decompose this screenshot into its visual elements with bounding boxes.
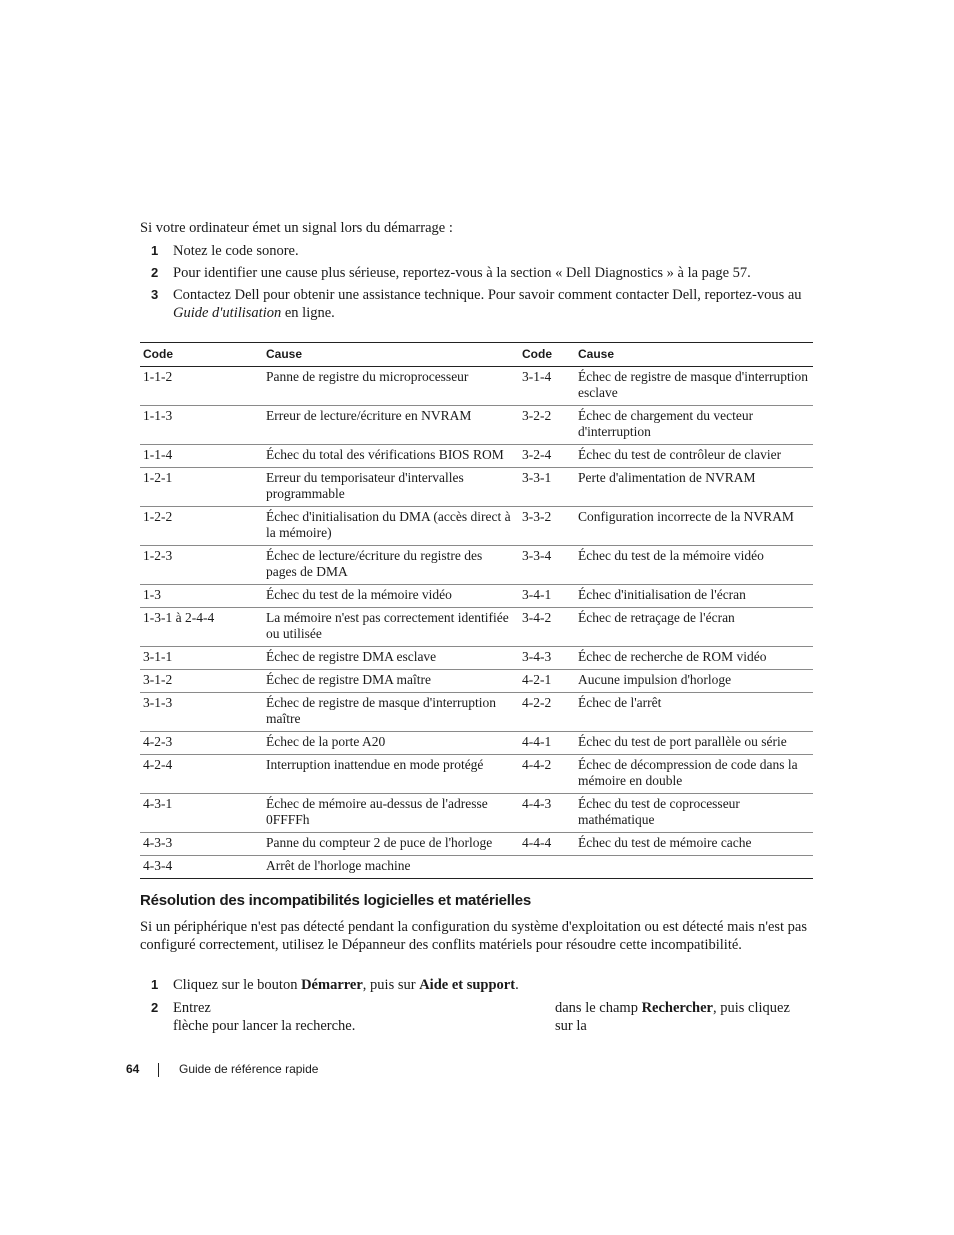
cause-cell: Échec d'initialisation du DMA (accès direct à la mémoire) xyxy=(263,507,519,546)
code-cell: 4-4-3 xyxy=(519,794,575,833)
table-header-row xyxy=(140,343,813,367)
cause-cell: Échec du total des vérifications BIOS ROM xyxy=(263,445,519,468)
intro-text: Si votre ordinateur émet un signal lors du démarrage : xyxy=(140,220,453,236)
table-row xyxy=(140,693,813,732)
code-cell: 3-3-2 xyxy=(519,507,575,546)
table-row xyxy=(140,546,813,585)
search-label: Rechercher xyxy=(641,1000,713,1016)
step-text: Cliquez sur le bouton Démarrer, puis sur Aide et support. xyxy=(173,977,519,993)
section-heading: Résolution des incompatibilités logicielles et matérielles xyxy=(140,892,532,909)
cause-cell: Échec du test de contrôleur de clavier xyxy=(575,445,813,468)
code-cell: 3-1-2 xyxy=(140,670,263,693)
header-cause: Cause xyxy=(575,343,813,367)
footer-divider xyxy=(158,1063,159,1077)
code-cell: 3-1-3 xyxy=(140,693,263,732)
code-cell: 3-3-4 xyxy=(519,546,575,585)
cause-cell: Échec du test de port parallèle ou série xyxy=(575,732,813,755)
step-number: 2 xyxy=(151,265,159,280)
step-text: Contactez Dell pour obtenir une assistance technique. Pour savoir comment contacter Dell, reportez-vous au Guide d'utilisation en ligne. xyxy=(173,287,802,321)
cause-cell: Échec de retraçage de l'écran xyxy=(575,608,813,647)
footer-title: Guide de référence rapide xyxy=(179,1062,319,1076)
guide-title: Guide d'utilisation xyxy=(173,305,282,321)
code-cell: 4-2-2 xyxy=(519,693,575,732)
table-row xyxy=(140,856,813,879)
code-cell: 4-4-2 xyxy=(519,755,575,794)
code-cell: 1-1-4 xyxy=(140,445,263,468)
table-row xyxy=(140,755,813,794)
code-cell: 3-4-1 xyxy=(519,585,575,608)
beep-code-table xyxy=(140,342,813,879)
cause-cell: Échec de décompression de code dans la mémoire en double xyxy=(575,755,813,794)
table-row xyxy=(140,406,813,445)
cause-cell: Échec de registre DMA esclave xyxy=(263,647,519,670)
table-row xyxy=(140,468,813,507)
section-step-2 xyxy=(140,999,810,1039)
header-code: Code xyxy=(519,343,575,367)
start-button-label: Démarrer xyxy=(301,977,363,993)
cause-cell: Échec de registre de masque d'interruption maître xyxy=(263,693,519,732)
section-paragraph: Si un périphérique n'est pas détecté pendant la configuration du système d'exploitation ou est détecté mais n'est pas configuré correctement, utilisez le Dépanneur des conflits matériels pour résoudre cette incompatibilité. xyxy=(140,919,807,953)
step-text: Entrez dans le champ Rechercher, puis cliquez sur la flèche pour lancer la recherche. xyxy=(173,999,810,1035)
step-number: 1 xyxy=(151,977,159,992)
step-3 xyxy=(140,286,810,322)
code-cell: 3-4-2 xyxy=(519,608,575,647)
code-cell: 4-3-4 xyxy=(140,856,263,879)
code-cell: 4-4-4 xyxy=(519,833,575,856)
code-cell: 3-1-4 xyxy=(519,367,575,406)
cause-cell: Échec de l'arrêt xyxy=(575,693,813,732)
code-cell: 1-3 xyxy=(140,585,263,608)
code-cell: 3-3-1 xyxy=(519,468,575,507)
cause-cell: Échec du test de la mémoire vidéo xyxy=(575,546,813,585)
code-cell xyxy=(519,856,575,879)
help-support-label: Aide et support xyxy=(419,977,516,993)
table-row xyxy=(140,833,813,856)
cause-cell: Erreur du temporisateur d'intervalles programmable xyxy=(263,468,519,507)
cause-cell: Échec de la porte A20 xyxy=(263,732,519,755)
cause-cell: Panne de registre du microprocesseur xyxy=(263,367,519,406)
code-cell: 4-4-1 xyxy=(519,732,575,755)
cause-cell: Erreur de lecture/écriture en NVRAM xyxy=(263,406,519,445)
step-1 xyxy=(140,242,810,260)
cause-cell: Interruption inattendue en mode protégé xyxy=(263,755,519,794)
cause-cell: La mémoire n'est pas correctement identifiée ou utilisée xyxy=(263,608,519,647)
table-row xyxy=(140,608,813,647)
cause-cell: Échec d'initialisation de l'écran xyxy=(575,585,813,608)
cause-cell: Arrêt de l'horloge machine xyxy=(263,856,519,879)
step-text: Notez le code sonore. xyxy=(173,243,299,259)
code-cell: 4-2-1 xyxy=(519,670,575,693)
cause-cell: Échec de recherche de ROM vidéo xyxy=(575,647,813,670)
table-row xyxy=(140,445,813,468)
step-number: 1 xyxy=(151,243,159,258)
cause-cell: Échec du test de coprocesseur mathématique xyxy=(575,794,813,833)
section-step-1 xyxy=(140,976,810,994)
step-text: Pour identifier une cause plus sérieuse, reportez-vous à la section « Dell Diagnostics » à la page 57. xyxy=(173,265,751,281)
table-row xyxy=(140,507,813,546)
table-row xyxy=(140,585,813,608)
step-2 xyxy=(140,264,810,282)
cause-cell: Aucune impulsion d'horloge xyxy=(575,670,813,693)
table-row xyxy=(140,670,813,693)
page-footer xyxy=(126,1062,319,1076)
code-cell: 1-2-3 xyxy=(140,546,263,585)
code-cell: 1-1-2 xyxy=(140,367,263,406)
cause-cell: Échec de lecture/écriture du registre des pages de DMA xyxy=(263,546,519,585)
cause-cell: Perte d'alimentation de NVRAM xyxy=(575,468,813,507)
code-cell: 3-4-3 xyxy=(519,647,575,670)
cause-cell: Configuration incorrecte de la NVRAM xyxy=(575,507,813,546)
code-cell: 4-2-4 xyxy=(140,755,263,794)
table-row xyxy=(140,794,813,833)
cause-cell: Échec de chargement du vecteur d'interruption xyxy=(575,406,813,445)
search-field-instruction: dans le champ Rechercher, puis cliquez sur la xyxy=(555,1000,790,1034)
table-row xyxy=(140,732,813,755)
cause-cell: Échec du test de mémoire cache xyxy=(575,833,813,856)
code-cell: 1-3-1 à 2-4-4 xyxy=(140,608,263,647)
cause-cell: Échec du test de la mémoire vidéo xyxy=(263,585,519,608)
cause-cell: Échec de registre DMA maître xyxy=(263,670,519,693)
code-cell: 4-3-1 xyxy=(140,794,263,833)
cause-cell: Échec de registre de masque d'interruption esclave xyxy=(575,367,813,406)
header-code: Code xyxy=(140,343,263,367)
header-cause: Cause xyxy=(263,343,519,367)
table-row xyxy=(140,367,813,406)
code-cell: 3-1-1 xyxy=(140,647,263,670)
code-cell: 1-2-2 xyxy=(140,507,263,546)
cause-cell: Panne du compteur 2 de puce de l'horloge xyxy=(263,833,519,856)
code-cell: 3-2-2 xyxy=(519,406,575,445)
step-number: 3 xyxy=(151,287,159,302)
cause-cell: Échec de mémoire au-dessus de l'adresse 0FFFFh xyxy=(263,794,519,833)
code-cell: 1-2-1 xyxy=(140,468,263,507)
code-cell: 4-2-3 xyxy=(140,732,263,755)
table-row xyxy=(140,647,813,670)
code-cell: 1-1-3 xyxy=(140,406,263,445)
step-number: 2 xyxy=(151,1000,159,1015)
code-cell: 4-3-3 xyxy=(140,833,263,856)
page-number: 64 xyxy=(126,1062,140,1076)
cause-cell xyxy=(575,856,813,879)
code-cell: 3-2-4 xyxy=(519,445,575,468)
